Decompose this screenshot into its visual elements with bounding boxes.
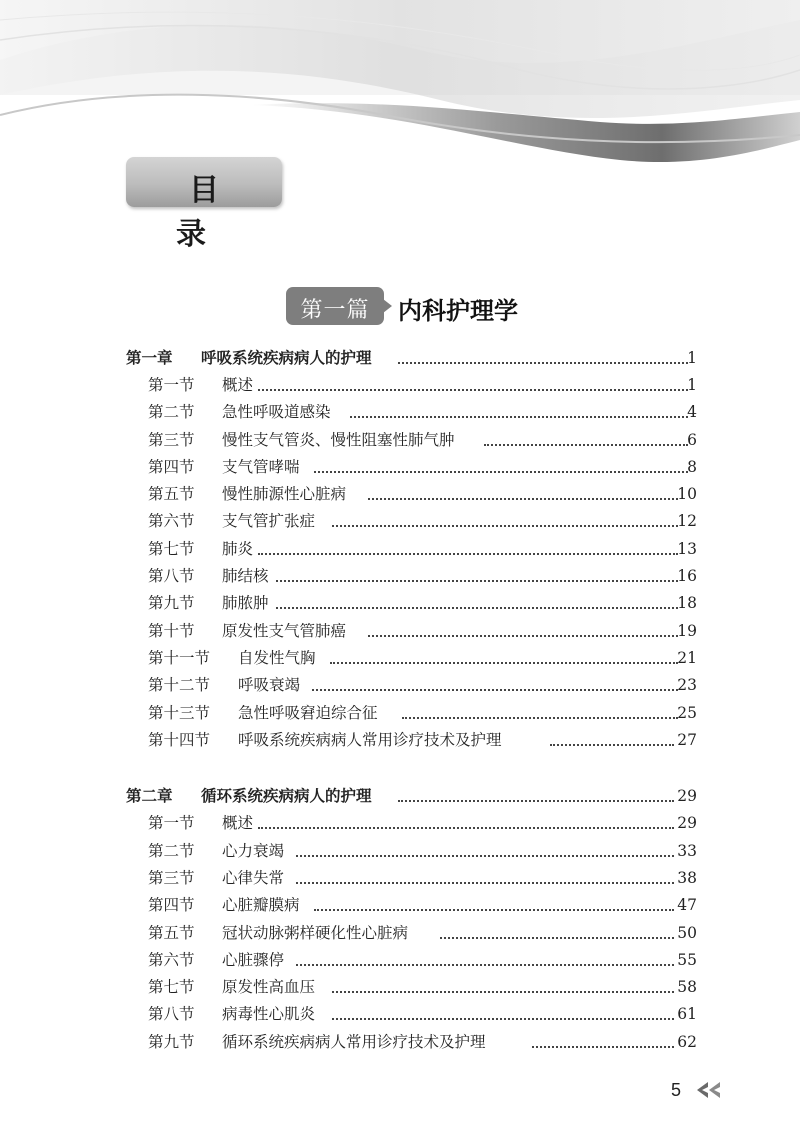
section-title: 心脏瓣膜病 (222, 896, 300, 914)
section-label: 第六节 (148, 512, 195, 530)
dot-leader (258, 827, 674, 829)
section-page: 19 (677, 622, 697, 640)
dot-leader (314, 909, 674, 911)
section-title: 心力衰竭 (222, 842, 285, 860)
section-page: 62 (677, 1033, 697, 1051)
section-page: 47 (677, 896, 697, 914)
chapter-page: 1 (687, 349, 697, 367)
dot-leader (402, 717, 678, 719)
toc-section-row[interactable] (0, 563, 800, 589)
section-title: 肺炎 (222, 540, 254, 558)
chapter-label: 第二章 (126, 787, 173, 805)
chapter-title: 呼吸系统疾病病人的护理 (201, 349, 372, 367)
dot-leader (368, 635, 678, 637)
section-title: 概述 (222, 814, 254, 832)
section-title: 呼吸衰竭 (238, 676, 301, 694)
section-page: 25 (677, 704, 697, 722)
toc-section-row[interactable] (0, 920, 800, 946)
section-page: 61 (677, 1005, 697, 1023)
toc-section-row[interactable] (0, 481, 800, 507)
toc-section-row[interactable] (0, 865, 800, 891)
toc-section-row[interactable] (0, 645, 800, 671)
chapter-title: 循环系统疾病病人的护理 (201, 787, 372, 805)
section-label: 第十二节 (148, 676, 211, 694)
section-title: 自发性气胸 (238, 649, 316, 667)
section-label: 第六节 (148, 951, 195, 969)
section-page: 10 (677, 485, 697, 503)
section-page: 18 (677, 594, 697, 612)
toc-section-row[interactable] (0, 727, 800, 753)
dot-leader (350, 416, 688, 418)
section-label: 第五节 (148, 485, 195, 503)
section-label: 第十一节 (148, 649, 211, 667)
toc-section-row[interactable] (0, 672, 800, 698)
dot-leader (258, 389, 688, 391)
toc-section-row[interactable] (0, 1001, 800, 1027)
toc-chapter-row[interactable] (0, 783, 800, 809)
toc-section-row[interactable] (0, 947, 800, 973)
dot-leader (532, 1046, 674, 1048)
toc-section-row[interactable] (0, 1029, 800, 1055)
dot-leader (332, 525, 678, 527)
section-page: 6 (687, 431, 697, 449)
section-label: 第一节 (148, 376, 195, 394)
toc-title-box (126, 157, 282, 252)
page-title: 目 录 (176, 173, 245, 252)
part-label: 第一篇 (300, 298, 370, 323)
section-page: 13 (677, 540, 697, 558)
dot-leader (398, 362, 688, 364)
section-title: 冠状动脉粥样硬化性心脏病 (222, 924, 409, 942)
page-number: 5 (671, 1080, 682, 1100)
part-label-arrow (383, 299, 392, 313)
toc-section-row[interactable] (0, 590, 800, 616)
part-title: 内科护理学 (398, 296, 518, 325)
section-page: 23 (677, 676, 697, 694)
dot-leader (296, 855, 674, 857)
section-title: 原发性支气管肺癌 (222, 622, 347, 640)
dot-leader (296, 964, 674, 966)
section-label: 第三节 (148, 431, 195, 449)
part-label-box (286, 287, 384, 325)
chapter-label: 第一章 (126, 349, 173, 367)
section-label: 第四节 (148, 896, 195, 914)
section-label: 第十三节 (148, 704, 211, 722)
chapter-page: 29 (677, 787, 697, 805)
section-page: 55 (677, 951, 697, 969)
toc-section-row[interactable] (0, 454, 800, 480)
section-title: 肺结核 (222, 567, 269, 585)
section-label: 第二节 (148, 842, 195, 860)
section-label: 第一节 (148, 814, 195, 832)
section-page: 27 (677, 731, 697, 749)
section-title: 急性呼吸窘迫综合征 (238, 704, 378, 722)
dot-leader (276, 607, 678, 609)
section-page: 21 (677, 649, 697, 667)
toc-section-row[interactable] (0, 536, 800, 562)
section-label: 第七节 (148, 978, 195, 996)
dot-leader (312, 689, 678, 691)
section-page: 12 (677, 512, 697, 530)
toc-section-row[interactable] (0, 810, 800, 836)
dot-leader (440, 937, 674, 939)
section-page: 29 (677, 814, 697, 832)
section-title: 循环系统疾病病人常用诊疗技术及护理 (222, 1033, 486, 1051)
section-page: 1 (687, 376, 697, 394)
section-label: 第三节 (148, 869, 195, 887)
section-page: 4 (687, 403, 697, 421)
section-page: 8 (687, 458, 697, 476)
toc-section-row[interactable] (0, 892, 800, 918)
toc-section-row[interactable] (0, 427, 800, 453)
header-wave-decoration (0, 0, 800, 170)
section-page: 38 (677, 869, 697, 887)
section-title: 慢性支气管炎、慢性阻塞性肺气肿 (222, 431, 455, 449)
section-title: 原发性高血压 (222, 978, 316, 996)
section-title: 肺脓肿 (222, 594, 269, 612)
dot-leader (330, 662, 678, 664)
section-title: 心律失常 (222, 869, 285, 887)
section-page: 16 (677, 567, 697, 585)
dot-leader (258, 553, 678, 555)
dot-leader (332, 1018, 674, 1020)
toc-section-row[interactable] (0, 838, 800, 864)
toc-section-row[interactable] (0, 700, 800, 726)
dot-leader (368, 498, 678, 500)
double-chevron-left-icon (696, 1081, 722, 1099)
section-label: 第十四节 (148, 731, 211, 749)
dot-leader (314, 471, 688, 473)
section-title: 慢性肺源性心脏病 (222, 485, 347, 503)
dot-leader (296, 882, 674, 884)
toc-section-row[interactable] (0, 508, 800, 534)
toc-section-row[interactable] (0, 372, 800, 398)
section-title: 病毒性心肌炎 (222, 1005, 316, 1023)
section-label: 第四节 (148, 458, 195, 476)
section-label: 第五节 (148, 924, 195, 942)
dot-leader (398, 800, 674, 802)
section-label: 第九节 (148, 594, 195, 612)
dot-leader (332, 991, 674, 993)
section-label: 第二节 (148, 403, 195, 421)
toc-section-row[interactable] (0, 399, 800, 425)
section-label: 第十节 (148, 622, 195, 640)
section-label: 第八节 (148, 1005, 195, 1023)
section-title: 支气管扩张症 (222, 512, 316, 530)
section-page: 58 (677, 978, 697, 996)
toc-section-row[interactable] (0, 618, 800, 644)
dot-leader (276, 580, 678, 582)
section-title: 急性呼吸道感染 (222, 403, 331, 421)
toc-section-row[interactable] (0, 974, 800, 1000)
section-page: 33 (677, 842, 697, 860)
section-title: 呼吸系统疾病病人常用诊疗技术及护理 (238, 731, 502, 749)
section-title: 支气管哮喘 (222, 458, 300, 476)
section-title: 心脏骤停 (222, 951, 285, 969)
toc-chapter-row[interactable] (0, 345, 800, 371)
section-page: 50 (677, 924, 697, 942)
dot-leader (550, 744, 674, 746)
dot-leader (484, 444, 688, 446)
section-label: 第九节 (148, 1033, 195, 1051)
section-title: 概述 (222, 376, 254, 394)
section-label: 第八节 (148, 567, 195, 585)
section-label: 第七节 (148, 540, 195, 558)
